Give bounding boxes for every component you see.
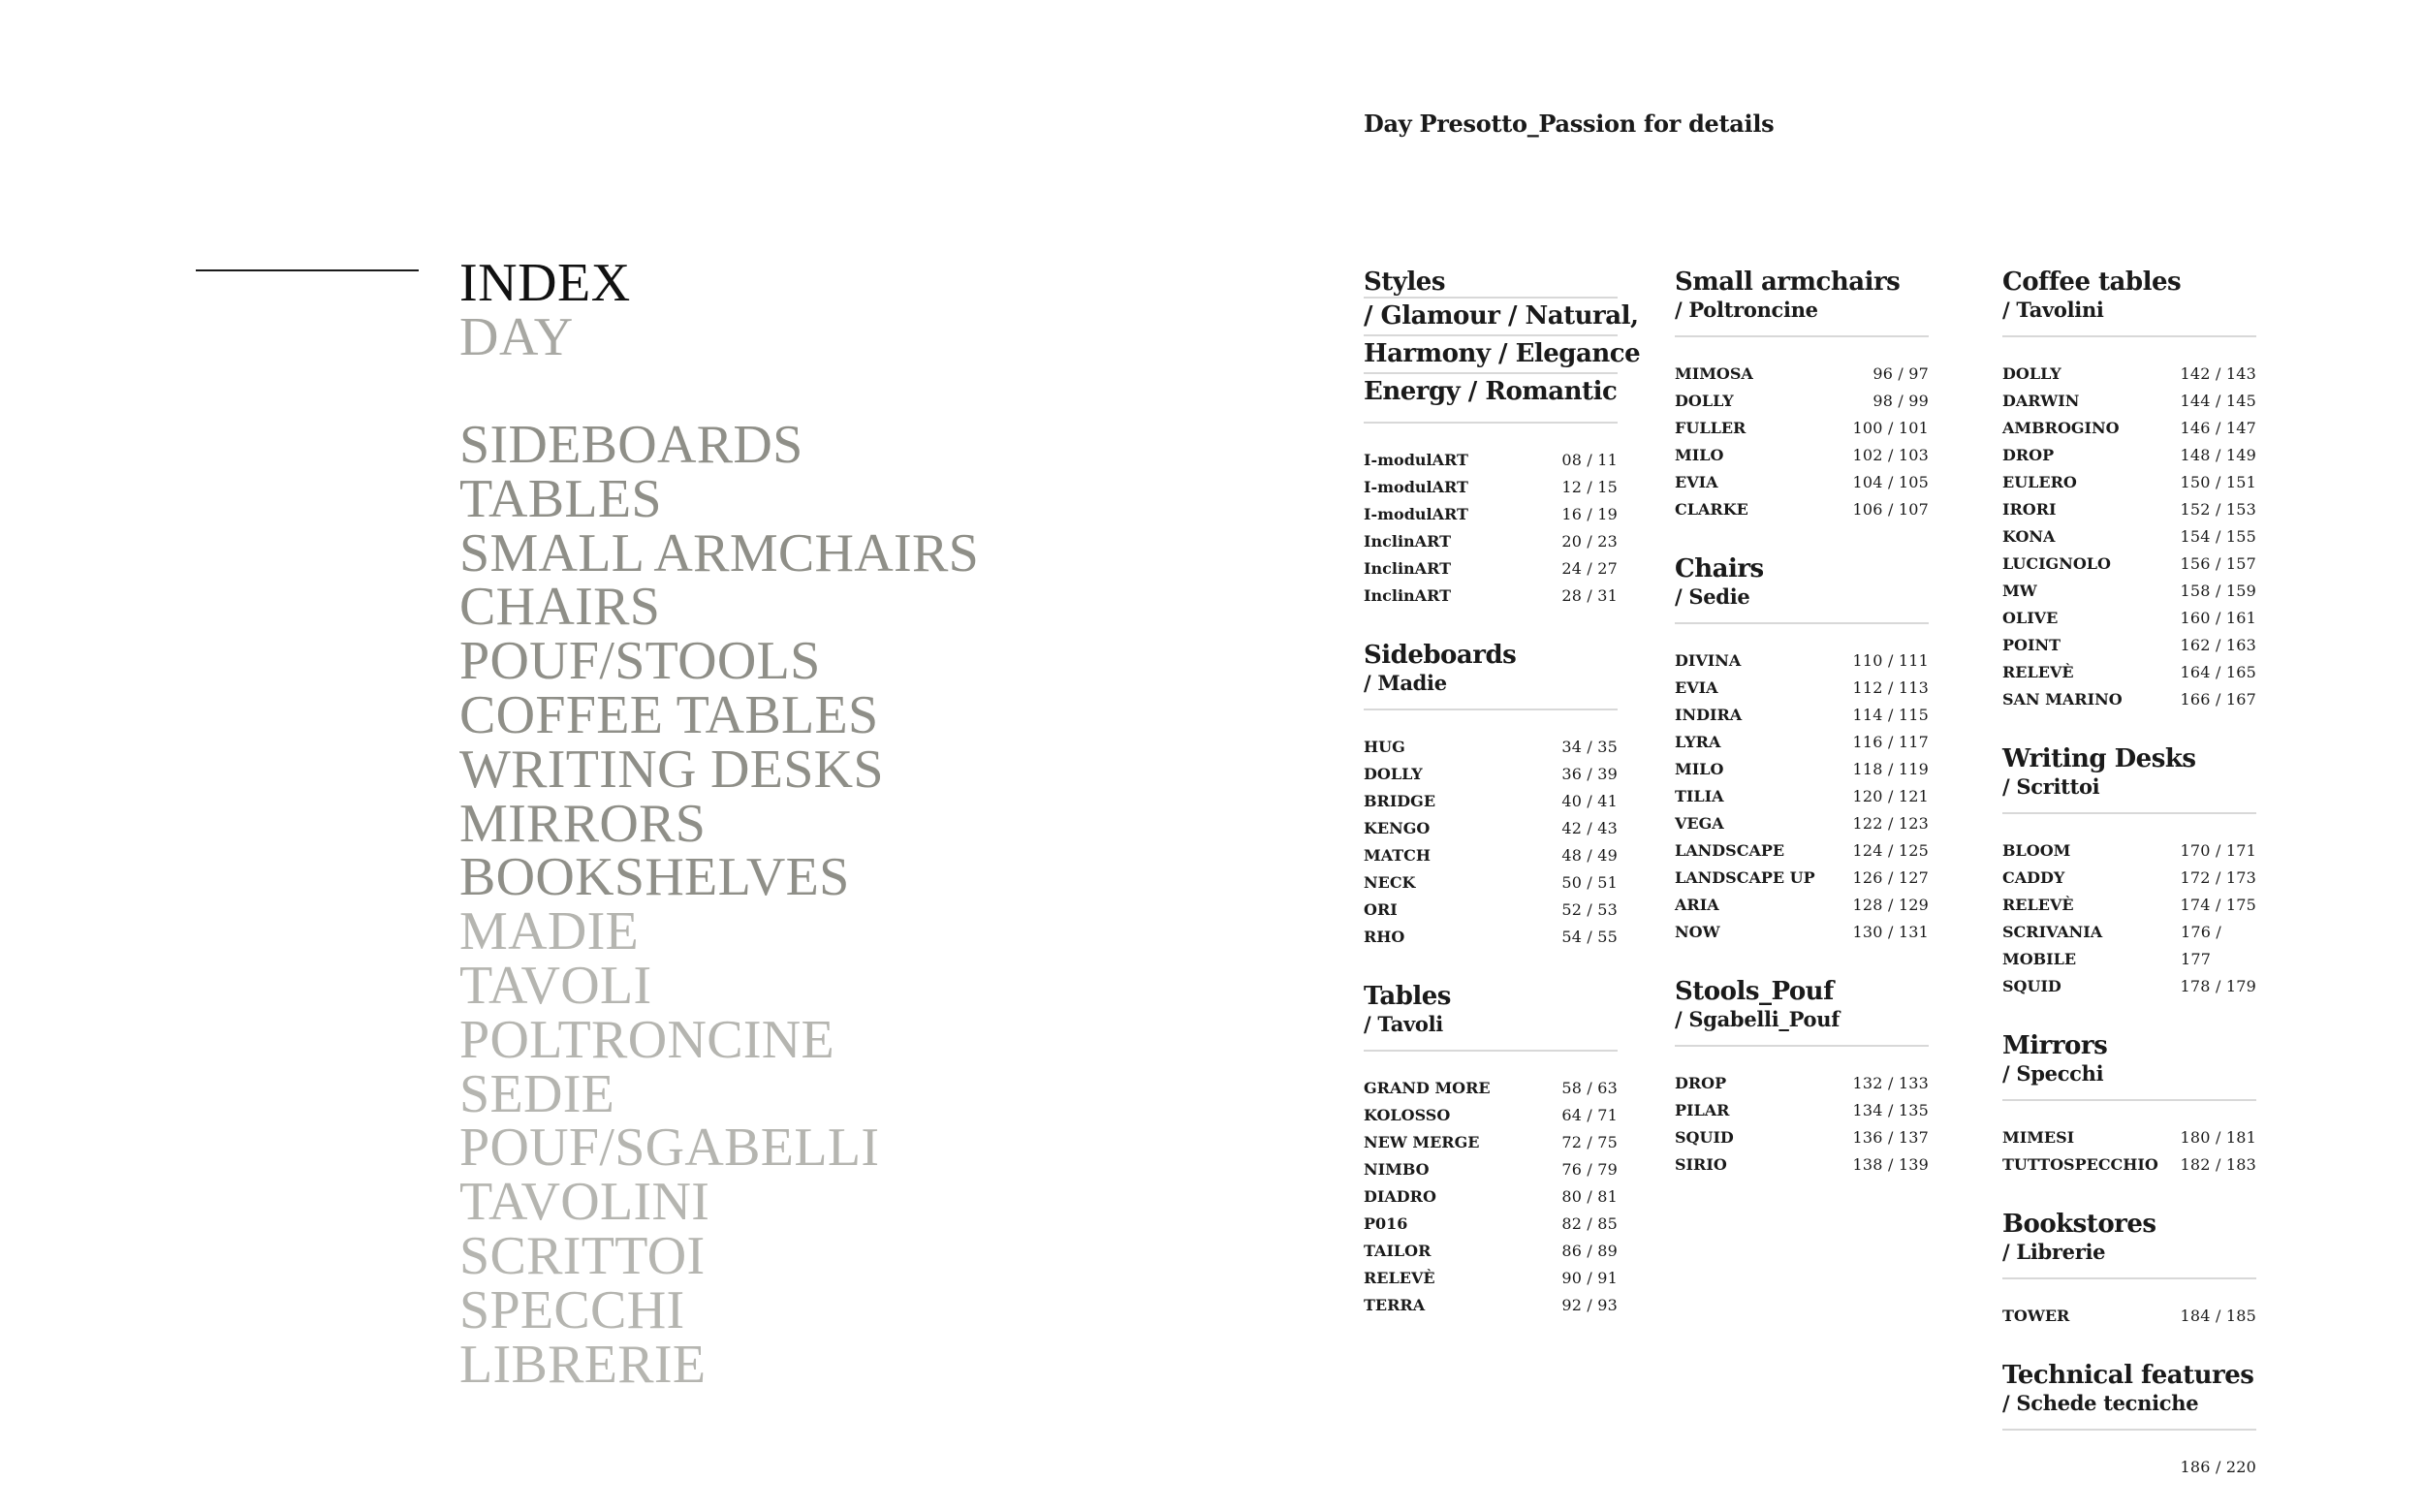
index-entry[interactable] <box>1675 919 1929 946</box>
section-title: Styles <box>1364 268 1445 297</box>
index-entry[interactable] <box>1364 788 1618 815</box>
category-item[interactable]: COFFEE TABLES <box>459 684 879 745</box>
entry-pages: 158 / 159 <box>2180 582 2256 600</box>
index-entry[interactable] <box>2002 865 2256 892</box>
category-item-italian[interactable]: MADIE <box>459 901 640 962</box>
entry-pages: 174 / 175 <box>2180 896 2256 914</box>
index-entry[interactable] <box>2002 496 2256 523</box>
category-item[interactable]: POUF/STOOLS <box>459 631 821 692</box>
category-item[interactable]: BOOKSHELVES <box>459 847 850 908</box>
index-section <box>2002 1031 2256 1179</box>
entry-pages: 82 / 85 <box>1561 1214 1618 1233</box>
entry-name: MILO <box>1675 760 1724 778</box>
section-subtitle: / Poltroncine <box>1675 298 1818 322</box>
index-entry[interactable] <box>2002 892 2256 919</box>
category-item-italian[interactable]: TAVOLI <box>459 955 652 1016</box>
index-entry[interactable] <box>2002 415 2256 442</box>
entry-name: TERRA <box>1364 1296 1426 1314</box>
category-item-italian[interactable]: SCRITTOI <box>459 1225 706 1286</box>
index-section <box>1675 554 1929 946</box>
index-section <box>2002 1361 2256 1481</box>
section-divider <box>1675 1045 1929 1047</box>
entry-pages: 12 / 15 <box>1561 478 1618 496</box>
entry-name: I-modulART <box>1364 451 1468 469</box>
entry-pages: 148 / 149 <box>2180 446 2256 464</box>
index-entry[interactable] <box>2002 973 2256 1000</box>
section-subtitle: / Sgabelli_Pouf <box>1675 1007 1840 1031</box>
entry-name: NOW <box>1675 923 1720 941</box>
section-divider <box>1675 622 1929 624</box>
category-item-italian[interactable]: POLTRONCINE <box>459 1009 835 1070</box>
entry-pages: 166 / 167 <box>2180 690 2256 709</box>
category-item[interactable]: SMALL ARMCHAIRS <box>459 522 980 583</box>
index-section <box>1364 268 1641 610</box>
section-divider <box>1364 709 1618 710</box>
entry-name: LANDSCAPE UP <box>1675 868 1815 887</box>
entry-name: SQUID <box>2002 977 2061 995</box>
index-entry[interactable] <box>2002 469 2256 496</box>
index-entry[interactable] <box>1364 474 1618 501</box>
index-entry[interactable] <box>1675 1097 1929 1124</box>
index-entry[interactable] <box>1675 496 1929 523</box>
entry-name: I-modulART <box>1364 505 1468 523</box>
entry-name: DIVINA <box>1675 651 1742 670</box>
entry-name: BRIDGE <box>1364 792 1436 810</box>
entry-pages: 40 / 41 <box>1561 792 1618 810</box>
entry-name: DOLLY <box>1675 392 1734 410</box>
index-entry[interactable] <box>2002 578 2256 605</box>
entry-pages: 34 / 35 <box>1561 738 1618 756</box>
entry-pages: 86 / 89 <box>1561 1242 1618 1260</box>
index-entry[interactable] <box>1675 647 1929 675</box>
entry-pages: 90 / 91 <box>1561 1269 1618 1287</box>
entry-name: LANDSCAPE <box>1675 841 1785 860</box>
index-section <box>1675 977 1929 1179</box>
index-entry[interactable] <box>1364 1129 1618 1156</box>
entry-pages: 100 / 101 <box>1852 419 1929 437</box>
entry-pages: 154 / 155 <box>2180 527 2256 546</box>
section-title: Small armchairs <box>1675 268 1901 297</box>
entry-name: PILAR <box>1675 1101 1730 1119</box>
index-entry[interactable] <box>1675 1151 1929 1179</box>
section-subtitle: / Tavoli <box>1364 1012 1443 1036</box>
category-list <box>459 415 980 1395</box>
index-entry[interactable] <box>2002 361 2256 388</box>
entry-name: AMBROGINO <box>2002 419 2120 437</box>
index-entry[interactable] <box>1364 1075 1618 1102</box>
index-column-3 <box>2002 268 2256 1512</box>
index-section <box>2002 1210 2256 1330</box>
entry-name: P016 <box>1364 1214 1408 1233</box>
entry-pages: 130 / 131 <box>1852 923 1929 941</box>
index-entry[interactable] <box>2002 919 2256 973</box>
entry-name: VEGA <box>1675 814 1724 833</box>
section-subtitle: / Tavolini <box>2002 298 2104 322</box>
entry-name: LYRA <box>1675 733 1721 751</box>
index-entry[interactable] <box>1675 1124 1929 1151</box>
entry-name: MW <box>2002 582 2037 600</box>
index-entry[interactable] <box>1364 501 1618 528</box>
entry-name: EULERO <box>2002 473 2077 491</box>
section-divider <box>2002 812 2256 814</box>
entry-pages: 64 / 71 <box>1561 1106 1618 1124</box>
category-item[interactable]: MIRRORS <box>459 793 707 854</box>
entry-pages: 170 / 171 <box>2180 841 2256 860</box>
section-subtitle: / Madie <box>1364 671 1447 695</box>
entry-pages: 120 / 121 <box>1852 787 1929 805</box>
entry-pages: 162 / 163 <box>2180 636 2256 654</box>
entry-pages: 96 / 97 <box>1872 364 1929 383</box>
page-header-title: Day Presotto_Passion for details <box>1364 110 1775 138</box>
section-title: Sideboards <box>1364 641 1517 670</box>
category-item-italian[interactable]: SEDIE <box>459 1063 615 1124</box>
entry-pages: 138 / 139 <box>1852 1155 1929 1174</box>
index-entry[interactable] <box>1675 361 1929 388</box>
category-item[interactable]: WRITING DESKS <box>459 739 884 800</box>
entry-pages: 150 / 151 <box>2180 473 2256 491</box>
entry-pages: 176 / 177 <box>2180 923 2221 968</box>
index-column-1 <box>1364 268 1641 1350</box>
entry-name: SIRIO <box>1675 1155 1727 1174</box>
entry-pages: 182 / 183 <box>2180 1155 2256 1174</box>
index-entry[interactable] <box>2002 442 2256 469</box>
entry-pages: 102 / 103 <box>1852 446 1929 464</box>
entry-pages: 24 / 27 <box>1561 559 1618 578</box>
entry-name: HUG <box>1364 738 1405 756</box>
entry-name: ORI <box>1364 900 1398 919</box>
section-title: Chairs <box>1675 554 1764 583</box>
entry-name: OLIVE <box>2002 609 2059 627</box>
index-section <box>2002 268 2256 713</box>
index-entry[interactable] <box>1675 865 1929 892</box>
entry-name: RELEVÈ <box>2002 663 2074 681</box>
entry-pages: 126 / 127 <box>1852 868 1929 887</box>
entry-pages: 52 / 53 <box>1561 900 1618 919</box>
category-item[interactable]: SIDEBOARDS <box>459 415 803 475</box>
entry-pages: 106 / 107 <box>1852 500 1929 519</box>
entry-name: KOLOSSO <box>1364 1106 1451 1124</box>
entry-pages: 72 / 75 <box>1561 1133 1618 1151</box>
index-title: INDEX <box>459 253 631 313</box>
index-entry[interactable] <box>1364 815 1618 842</box>
index-entry[interactable] <box>1364 842 1618 869</box>
section-title: Stools_Pouf <box>1675 977 1834 1006</box>
index-entry[interactable] <box>1364 924 1618 951</box>
section-divider <box>1364 1050 1618 1052</box>
entry-name: LUCIGNOLO <box>2002 554 2111 573</box>
entry-name: InclinART <box>1364 586 1451 605</box>
entry-pages: 116 / 117 <box>1852 733 1929 751</box>
index-entry[interactable] <box>1675 729 1929 756</box>
entry-name: CLARKE <box>1675 500 1748 519</box>
section-divider <box>1364 422 1618 424</box>
entry-name: POINT <box>2002 636 2061 654</box>
entry-name: ARIA <box>1675 896 1719 914</box>
entry-pages: 08 / 11 <box>1561 451 1618 469</box>
entry-pages: 152 / 153 <box>2180 500 2256 519</box>
entry-name: TILIA <box>1675 787 1724 805</box>
index-entry[interactable] <box>1675 783 1929 810</box>
index-entry[interactable] <box>1675 1070 1929 1097</box>
index-entry[interactable] <box>1364 1292 1618 1319</box>
section-title: Tables <box>1364 982 1451 1011</box>
entry-name: RHO <box>1364 928 1405 946</box>
entry-pages: 36 / 39 <box>1561 765 1618 783</box>
entry-pages: 28 / 31 <box>1561 586 1618 605</box>
index-entry[interactable] <box>1675 675 1929 702</box>
entry-name: EVIA <box>1675 678 1718 697</box>
entry-name: RELEVÈ <box>2002 896 2074 914</box>
index-entry[interactable] <box>2002 551 2256 578</box>
entry-name: GRAND MORE <box>1364 1079 1491 1097</box>
index-entry[interactable] <box>1364 1211 1618 1238</box>
section-title: Bookstores <box>2002 1210 2156 1239</box>
index-section <box>1364 641 1618 951</box>
entry-name: DARWIN <box>2002 392 2080 410</box>
index-entry[interactable] <box>2002 1454 2256 1481</box>
entry-name: KENGO <box>1364 819 1431 837</box>
index-entry[interactable] <box>2002 523 2256 551</box>
index-column-2 <box>1675 268 1929 1210</box>
index-entry[interactable] <box>1364 1183 1618 1211</box>
index-entry[interactable] <box>1675 442 1929 469</box>
entry-name: MILO <box>1675 446 1724 464</box>
entry-pages: 76 / 79 <box>1561 1160 1618 1179</box>
section-subtitle: / Schede tecniche <box>2002 1391 2199 1415</box>
entry-pages: 144 / 145 <box>2180 392 2256 410</box>
entry-pages: 48 / 49 <box>1561 846 1618 865</box>
section-divider <box>1675 335 1929 337</box>
entry-pages: 98 / 99 <box>1872 392 1929 410</box>
entry-name: TAILOR <box>1364 1242 1432 1260</box>
section-subtitle: / Glamour / Natural, <box>1364 297 1618 334</box>
entry-name: BLOOM <box>2002 841 2071 860</box>
category-item-italian[interactable]: LIBRERIE <box>459 1334 707 1395</box>
section-title: Coffee tables <box>2002 268 2182 297</box>
entry-name: InclinART <box>1364 532 1451 551</box>
index-entry[interactable] <box>1364 555 1618 583</box>
section-title: Writing Desks <box>2002 744 2196 773</box>
index-entry[interactable] <box>2002 632 2256 659</box>
entry-pages: 136 / 137 <box>1852 1128 1929 1147</box>
section-subtitle: / Librerie <box>2002 1240 2106 1264</box>
entry-name: DOLLY <box>2002 364 2061 383</box>
entry-pages: 110 / 111 <box>1852 651 1929 670</box>
entry-name: DROP <box>2002 446 2055 464</box>
index-entry[interactable] <box>2002 1124 2256 1151</box>
index-entry[interactable] <box>2002 837 2256 865</box>
entry-name: DOLLY <box>1364 765 1423 783</box>
entry-pages: 146 / 147 <box>2180 419 2256 437</box>
index-subtitle: DAY <box>459 307 574 367</box>
entry-pages: 124 / 125 <box>1852 841 1929 860</box>
index-entry[interactable] <box>1364 1102 1618 1129</box>
section-divider <box>2002 1277 2256 1279</box>
index-entry[interactable] <box>1675 837 1929 865</box>
entry-pages: 172 / 173 <box>2180 868 2256 887</box>
category-item-italian[interactable]: SPECCHI <box>459 1279 685 1340</box>
entry-pages: 118 / 119 <box>1852 760 1929 778</box>
section-subtitle: / Specchi <box>2002 1061 2104 1086</box>
category-item-italian[interactable]: POUF/SGABELLI <box>459 1118 880 1179</box>
category-item[interactable]: CHAIRS <box>459 577 661 638</box>
section-subtitle: Harmony / Elegance <box>1364 334 1618 372</box>
index-entry[interactable] <box>1675 415 1929 442</box>
entry-name: SAN MARINO <box>2002 690 2123 709</box>
entry-name: MIMESI <box>2002 1128 2075 1147</box>
index-entry[interactable] <box>1364 528 1618 555</box>
section-title: Mirrors <box>2002 1031 2108 1060</box>
entry-name: NEW MERGE <box>1364 1133 1480 1151</box>
index-section <box>1675 268 1929 523</box>
entry-pages: 186 / 220 <box>2180 1458 2256 1476</box>
entry-pages: 164 / 165 <box>2180 663 2256 681</box>
index-entry[interactable] <box>1364 761 1618 788</box>
entry-pages: 114 / 115 <box>1852 706 1929 724</box>
entry-pages: 58 / 63 <box>1561 1079 1618 1097</box>
entry-pages: 156 / 157 <box>2180 554 2256 573</box>
index-entry[interactable] <box>1364 1238 1618 1265</box>
index-entry[interactable] <box>2002 605 2256 632</box>
index-entry[interactable] <box>1364 869 1618 897</box>
entry-pages: 20 / 23 <box>1561 532 1618 551</box>
index-entry[interactable] <box>1675 469 1929 496</box>
index-entry[interactable] <box>1364 734 1618 761</box>
section-subtitle: Energy / Romantic <box>1364 372 1618 410</box>
index-entry[interactable] <box>2002 1151 2256 1179</box>
entry-pages: 132 / 133 <box>1852 1074 1929 1092</box>
entry-name: DIADRO <box>1364 1187 1436 1206</box>
index-entry[interactable] <box>1675 702 1929 729</box>
entry-name: CADDY <box>2002 868 2065 887</box>
index-section <box>1364 982 1618 1319</box>
index-block <box>459 253 980 1395</box>
index-entry[interactable] <box>1364 583 1618 610</box>
index-entry[interactable] <box>1675 756 1929 783</box>
section-divider <box>2002 1099 2256 1101</box>
entry-name: NIMBO <box>1364 1160 1430 1179</box>
entry-name: TOWER <box>2002 1307 2070 1325</box>
entry-name: MIMOSA <box>1675 364 1753 383</box>
entry-name: SQUID <box>1675 1128 1734 1147</box>
entry-name: FULLER <box>1675 419 1746 437</box>
entry-pages: 184 / 185 <box>2180 1307 2256 1325</box>
index-entry[interactable] <box>1675 810 1929 837</box>
index-entry[interactable] <box>1364 1156 1618 1183</box>
section-subtitle: / Sedie <box>1675 584 1750 609</box>
entry-pages: 42 / 43 <box>1561 819 1618 837</box>
entry-pages: 122 / 123 <box>1852 814 1929 833</box>
entry-name: INDIRA <box>1675 706 1743 724</box>
entry-name: RELEVÈ <box>1364 1269 1435 1287</box>
section-title: Technical features <box>2002 1361 2254 1390</box>
index-entry[interactable] <box>2002 1303 2256 1330</box>
entry-name: MATCH <box>1364 846 1432 865</box>
entry-pages: 128 / 129 <box>1852 896 1929 914</box>
entry-pages: 92 / 93 <box>1561 1296 1618 1314</box>
entry-name: InclinART <box>1364 559 1451 578</box>
index-entry[interactable] <box>1675 892 1929 919</box>
decorative-rule <box>196 269 419 271</box>
entry-pages: 178 / 179 <box>2180 977 2256 995</box>
index-entry[interactable] <box>1675 388 1929 415</box>
entry-name: EVIA <box>1675 473 1718 491</box>
entry-pages: 142 / 143 <box>2180 364 2256 383</box>
index-entry[interactable] <box>1364 897 1618 924</box>
entry-pages: 180 / 181 <box>2180 1128 2256 1147</box>
category-item-italian[interactable]: TAVOLINI <box>459 1172 710 1233</box>
index-entry[interactable] <box>2002 686 2256 713</box>
entry-name: TUTTOSPECCHIO <box>2002 1155 2158 1174</box>
entry-pages: 54 / 55 <box>1561 928 1618 946</box>
entry-name: SCRIVANIA MOBILE <box>2002 923 2103 968</box>
entry-name: NECK <box>1364 873 1416 892</box>
entry-pages: 160 / 161 <box>2180 609 2256 627</box>
entry-pages: 50 / 51 <box>1561 873 1618 892</box>
entry-pages: 104 / 105 <box>1852 473 1929 491</box>
section-divider <box>2002 1429 2256 1431</box>
entry-pages: 134 / 135 <box>1852 1101 1929 1119</box>
entry-pages: 80 / 81 <box>1561 1187 1618 1206</box>
entry-name: DROP <box>1675 1074 1727 1092</box>
section-subtitle: / Scrittoi <box>2002 774 2100 799</box>
entry-pages: 16 / 19 <box>1561 505 1618 523</box>
index-entry[interactable] <box>1364 447 1618 474</box>
index-entry[interactable] <box>2002 388 2256 415</box>
index-section <box>2002 744 2256 1000</box>
entry-name: KONA <box>2002 527 2056 546</box>
category-item[interactable]: TABLES <box>459 468 662 529</box>
entry-name: IRORI <box>2002 500 2057 519</box>
section-divider <box>2002 335 2256 337</box>
index-entry[interactable] <box>1364 1265 1618 1292</box>
entry-name: I-modulART <box>1364 478 1468 496</box>
entry-pages: 112 / 113 <box>1852 678 1929 697</box>
index-entry[interactable] <box>2002 659 2256 686</box>
